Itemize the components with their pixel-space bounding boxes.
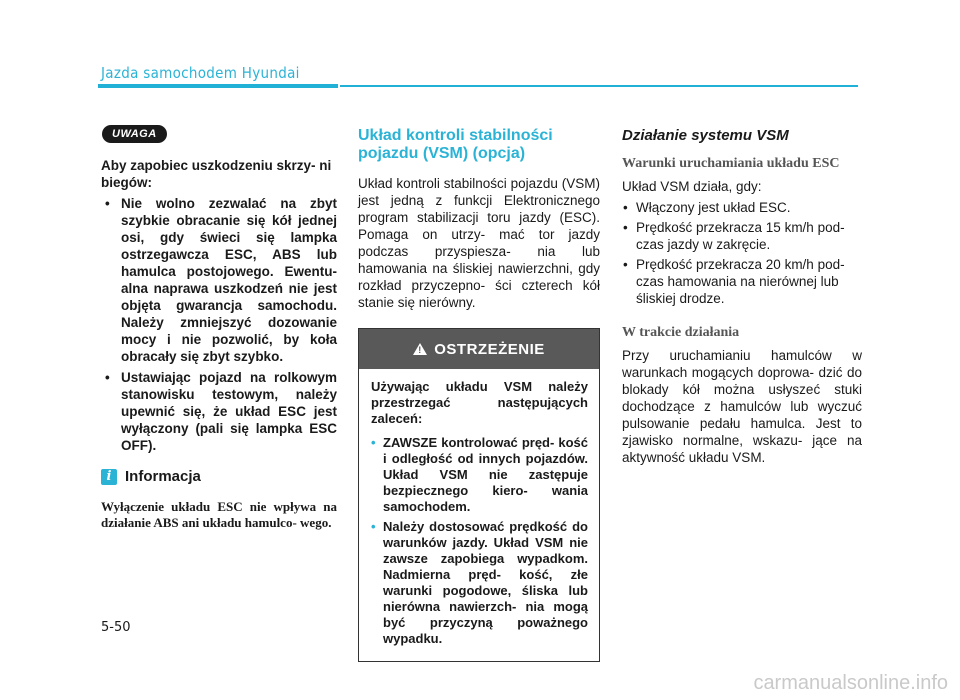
warning-content <box>359 369 599 661</box>
caution-list <box>101 195 337 454</box>
vsm-description: Układ kontroli stabilności pojazdu (VSM) jest jedną z funkcji Elektronicznego program stabilizacji toru jazdy (ESC). Pomaga on utrzy- mać tor jazdy podczas przyspiesza- nia lub hamowania na śliskiej nawierzchni, gdy rozkład przyczepno- ści czterech kół stanie się nierówny. <box>358 176 600 310</box>
vsm-heading: Układ kontroli stabilności pojazdu (VSM) (opcja) <box>358 127 553 162</box>
warning-item: • Należy dostosować prędkość do warunków jazdy. Układ VSM nie zawsze zapobiega wypadkom. Nadmierna pręd- kość, złe warunki pogodowe, śliska lub nierówna nawierzch- nia mogą być przyczyną poważnego wypadku. <box>371 519 588 647</box>
warning-box <box>358 328 600 662</box>
warning-item: • ZAWSZE kontrolować pręd- kość i odległość od innych pojazdów. Układ VSM nie zastępuje bezpiecznego kiero- wania samochodem. <box>371 435 588 515</box>
activation-item: • Prędkość przekracza 20 km/h pod- czas hamowania na nierównej lub śliskiej drodze. <box>622 256 862 307</box>
activation-intro: Układ VSM działa, gdy: <box>622 179 762 194</box>
left-column <box>101 124 337 531</box>
warning-title: OSTRZEŻENIE <box>434 340 545 358</box>
caution-item: • Nie wolno zezwalać na zbyt szybkie obracanie się kół jednej osi, gdy świeci się lampka ostrzegawcza ESC, ABS lub hamulca postojowego. Ewentu- alna naprawa uszkodzeń nie jest objęta gwarancja samochodu. Należy zmniejszyć dozowanie mocy i nie pozwolić, by koła obracały się zbyt szybko. <box>101 195 337 365</box>
activation-item: • Włączony jest układ ESC. <box>622 199 862 216</box>
warning-list <box>371 435 588 647</box>
header-rule <box>340 85 858 87</box>
activation-conditions-subheading: Warunki uruchamiania układu ESC <box>622 156 840 171</box>
during-operation-text: Przy uruchamianiu hamulców w warunkach mogących doprowa- dzić do blokady kół można usłyszeć stuki dochodzące z hamulców lub wyczuć pulsowanie pedału hamulca. Jest to zjawisko normalne, wskazu- jące na aktywność układu VSM. <box>622 348 862 465</box>
info-heading <box>101 468 337 485</box>
caution-badge: UWAGA <box>102 125 167 143</box>
info-title: Informacja <box>125 468 201 485</box>
watermark: carmanualsonline.info <box>753 672 948 694</box>
warning-triangle-icon: ! <box>413 343 427 355</box>
info-icon: i <box>101 469 117 485</box>
caution-intro: Aby zapobiec uszkodzeniu skrzy- ni biegów: <box>101 158 332 190</box>
section-title: Jazda samochodem Hyundai <box>101 64 300 82</box>
activation-list <box>622 199 862 307</box>
info-text: Wyłączenie układu ESC nie wpływa na działanie ABS ani układu hamulco- wego. <box>101 499 337 530</box>
warning-intro: Używając układu VSM należy przestrzegać następujących zaleceń: <box>371 379 588 426</box>
during-operation-subheading: W trakcie działania <box>622 325 740 340</box>
middle-column <box>358 127 600 662</box>
caution-item: • Ustawiając pojazd na rolkowym stanowisku testowym, należy upewnić się, że układ ESC jest wyłączony (pali się lampka ESC OFF). <box>101 369 337 454</box>
vsm-operation-heading: Działanie systemu VSM <box>622 127 789 144</box>
warning-header <box>359 329 599 369</box>
activation-item: • Prędkość przekracza 15 km/h pod- czas jazdy w zakręcie. <box>622 219 862 253</box>
right-column <box>622 127 862 466</box>
header-rule-accent <box>98 84 338 88</box>
page-number: 5-50 <box>101 620 131 635</box>
